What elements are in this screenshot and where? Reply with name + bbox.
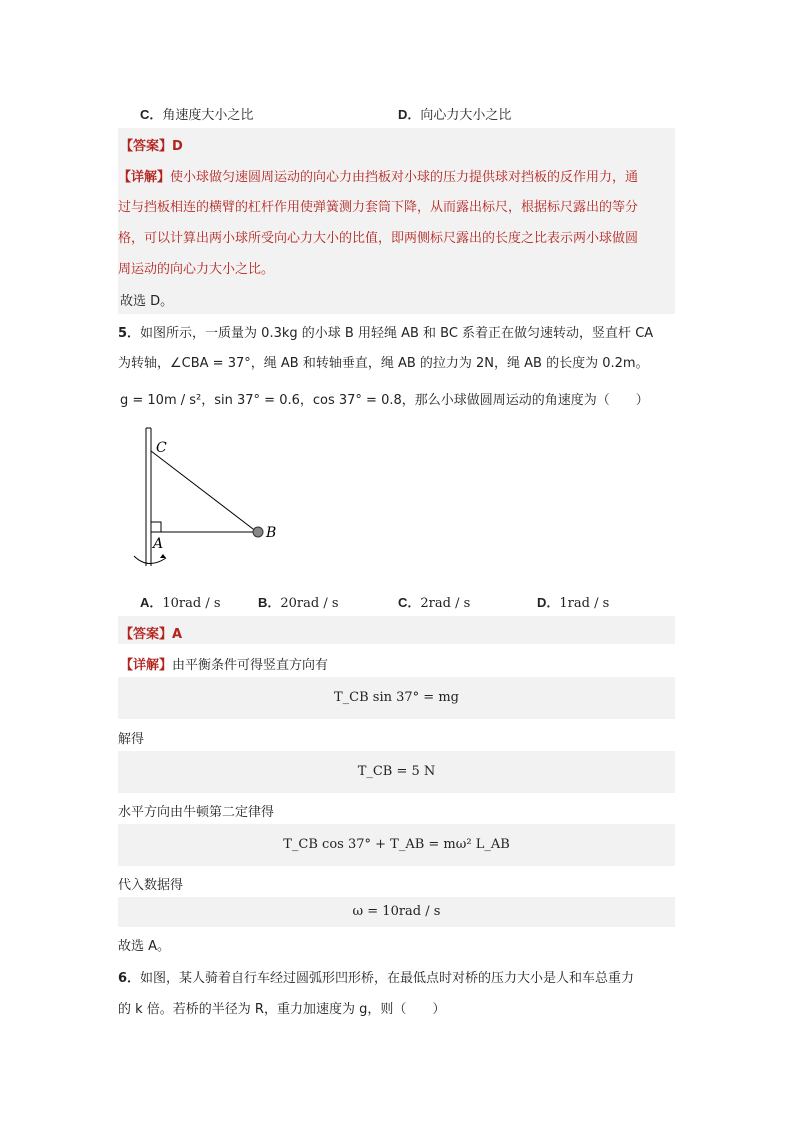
q5-eq3: T_CB cos 37° + T_AB = mω² L_AB (283, 837, 510, 852)
q4-answer (120, 135, 183, 154)
q5-step3: 水平方向由牛顿第二定律得 (118, 805, 275, 820)
q4-detail-line-2: 过与挡板相连的横臂的杠杆作用使弹簧测力套筒下降，从而露出标尺，根据标尺露出的等分 (118, 200, 639, 215)
q5-eq2: T_CB = 5 N (357, 764, 436, 779)
q4-detail-line-1: 【详解】使小球做匀速圆周运动的向心力由挡板对小球的压力提供球对挡板的反作用力，通 (118, 170, 639, 185)
q5-number: 5． (118, 326, 141, 341)
rotation-arrowhead-icon (160, 554, 166, 558)
q4-option-c (140, 104, 253, 123)
q4-option-d (398, 104, 511, 123)
q5-option-b: B．20rad / s (258, 595, 339, 611)
q6-stem-line-1: 6．如图，某人骑着自行车经过圆弧形凹形桥，在最低点时对桥的压力大小是人和车总重力 (118, 971, 635, 986)
q5-answer: 【答案】A (120, 627, 183, 642)
ball-b-icon (253, 527, 263, 537)
q5-stem-line-3: g = 10m / s²，sin 37° = 0.6，cos 37° = 0.8，那么小球做圆周运动的角速度为（ ） (120, 393, 649, 408)
q4-detail-line-3: 格，可以计算出两小球所受向心力大小的比值，即两侧标尺露出的长度之比表示两小球做圆 (118, 231, 639, 246)
label-b: B (266, 525, 277, 541)
q5-stem-line-1: 5．如图所示，一质量为 0.3kg 的小球 B 用轻绳 AB 和 BC 系着正在做匀速转动，竖直杆 CA (118, 326, 654, 341)
string-cb (151, 451, 257, 532)
q4-detail-tag: 【详解】 (118, 170, 171, 185)
q5-eq4: ω = 10rad / s (352, 904, 441, 919)
q5-step4: 代入数据得 (118, 878, 184, 893)
right-angle-mark (151, 522, 161, 532)
q4-answer-panel (118, 128, 675, 314)
q4-detail-line-4: 周运动的向心力大小之比。 (118, 262, 275, 277)
q5-eq1: T_CB sin 37° = mg (334, 690, 459, 705)
q4-option-c-letter: C． (140, 107, 163, 122)
q4-answer-value: D (172, 139, 183, 154)
label-a: A (153, 536, 164, 552)
q5-option-d: D．1rad / s (537, 595, 610, 611)
q5-option-a: A．10rad / s (140, 595, 221, 611)
q4-option-d-text: 向心力大小之比 (420, 108, 512, 123)
q5-answer-panel (118, 616, 675, 644)
q4-conclusion: 故选 D。 (120, 294, 174, 309)
q4-option-d-letter: D． (398, 107, 421, 122)
q5-detail-intro: 【详解】由平衡条件可得竖直方向有 (120, 658, 329, 673)
q4-option-c-text: 角速度大小之比 (162, 108, 254, 123)
q5-option-c: C．2rad / s (398, 595, 471, 611)
q5-figure (120, 420, 290, 575)
label-c: C (156, 440, 167, 456)
q5-stem-line-2: 为转轴，∠CBA = 37°，绳 AB 和转轴垂直，绳 AB 的拉力为 2N，绳 AB 的长度为 0.2m。 (118, 356, 649, 371)
q5-step2: 解得 (118, 732, 145, 747)
q4-answer-tag: 【答案】 (120, 139, 173, 154)
q6-stem-line-2: 的 k 倍。若桥的半径为 R，重力加速度为 g，则（ ） (118, 1002, 446, 1017)
q5-conclusion: 故选 A。 (118, 939, 171, 954)
q6-number: 6． (118, 971, 141, 986)
